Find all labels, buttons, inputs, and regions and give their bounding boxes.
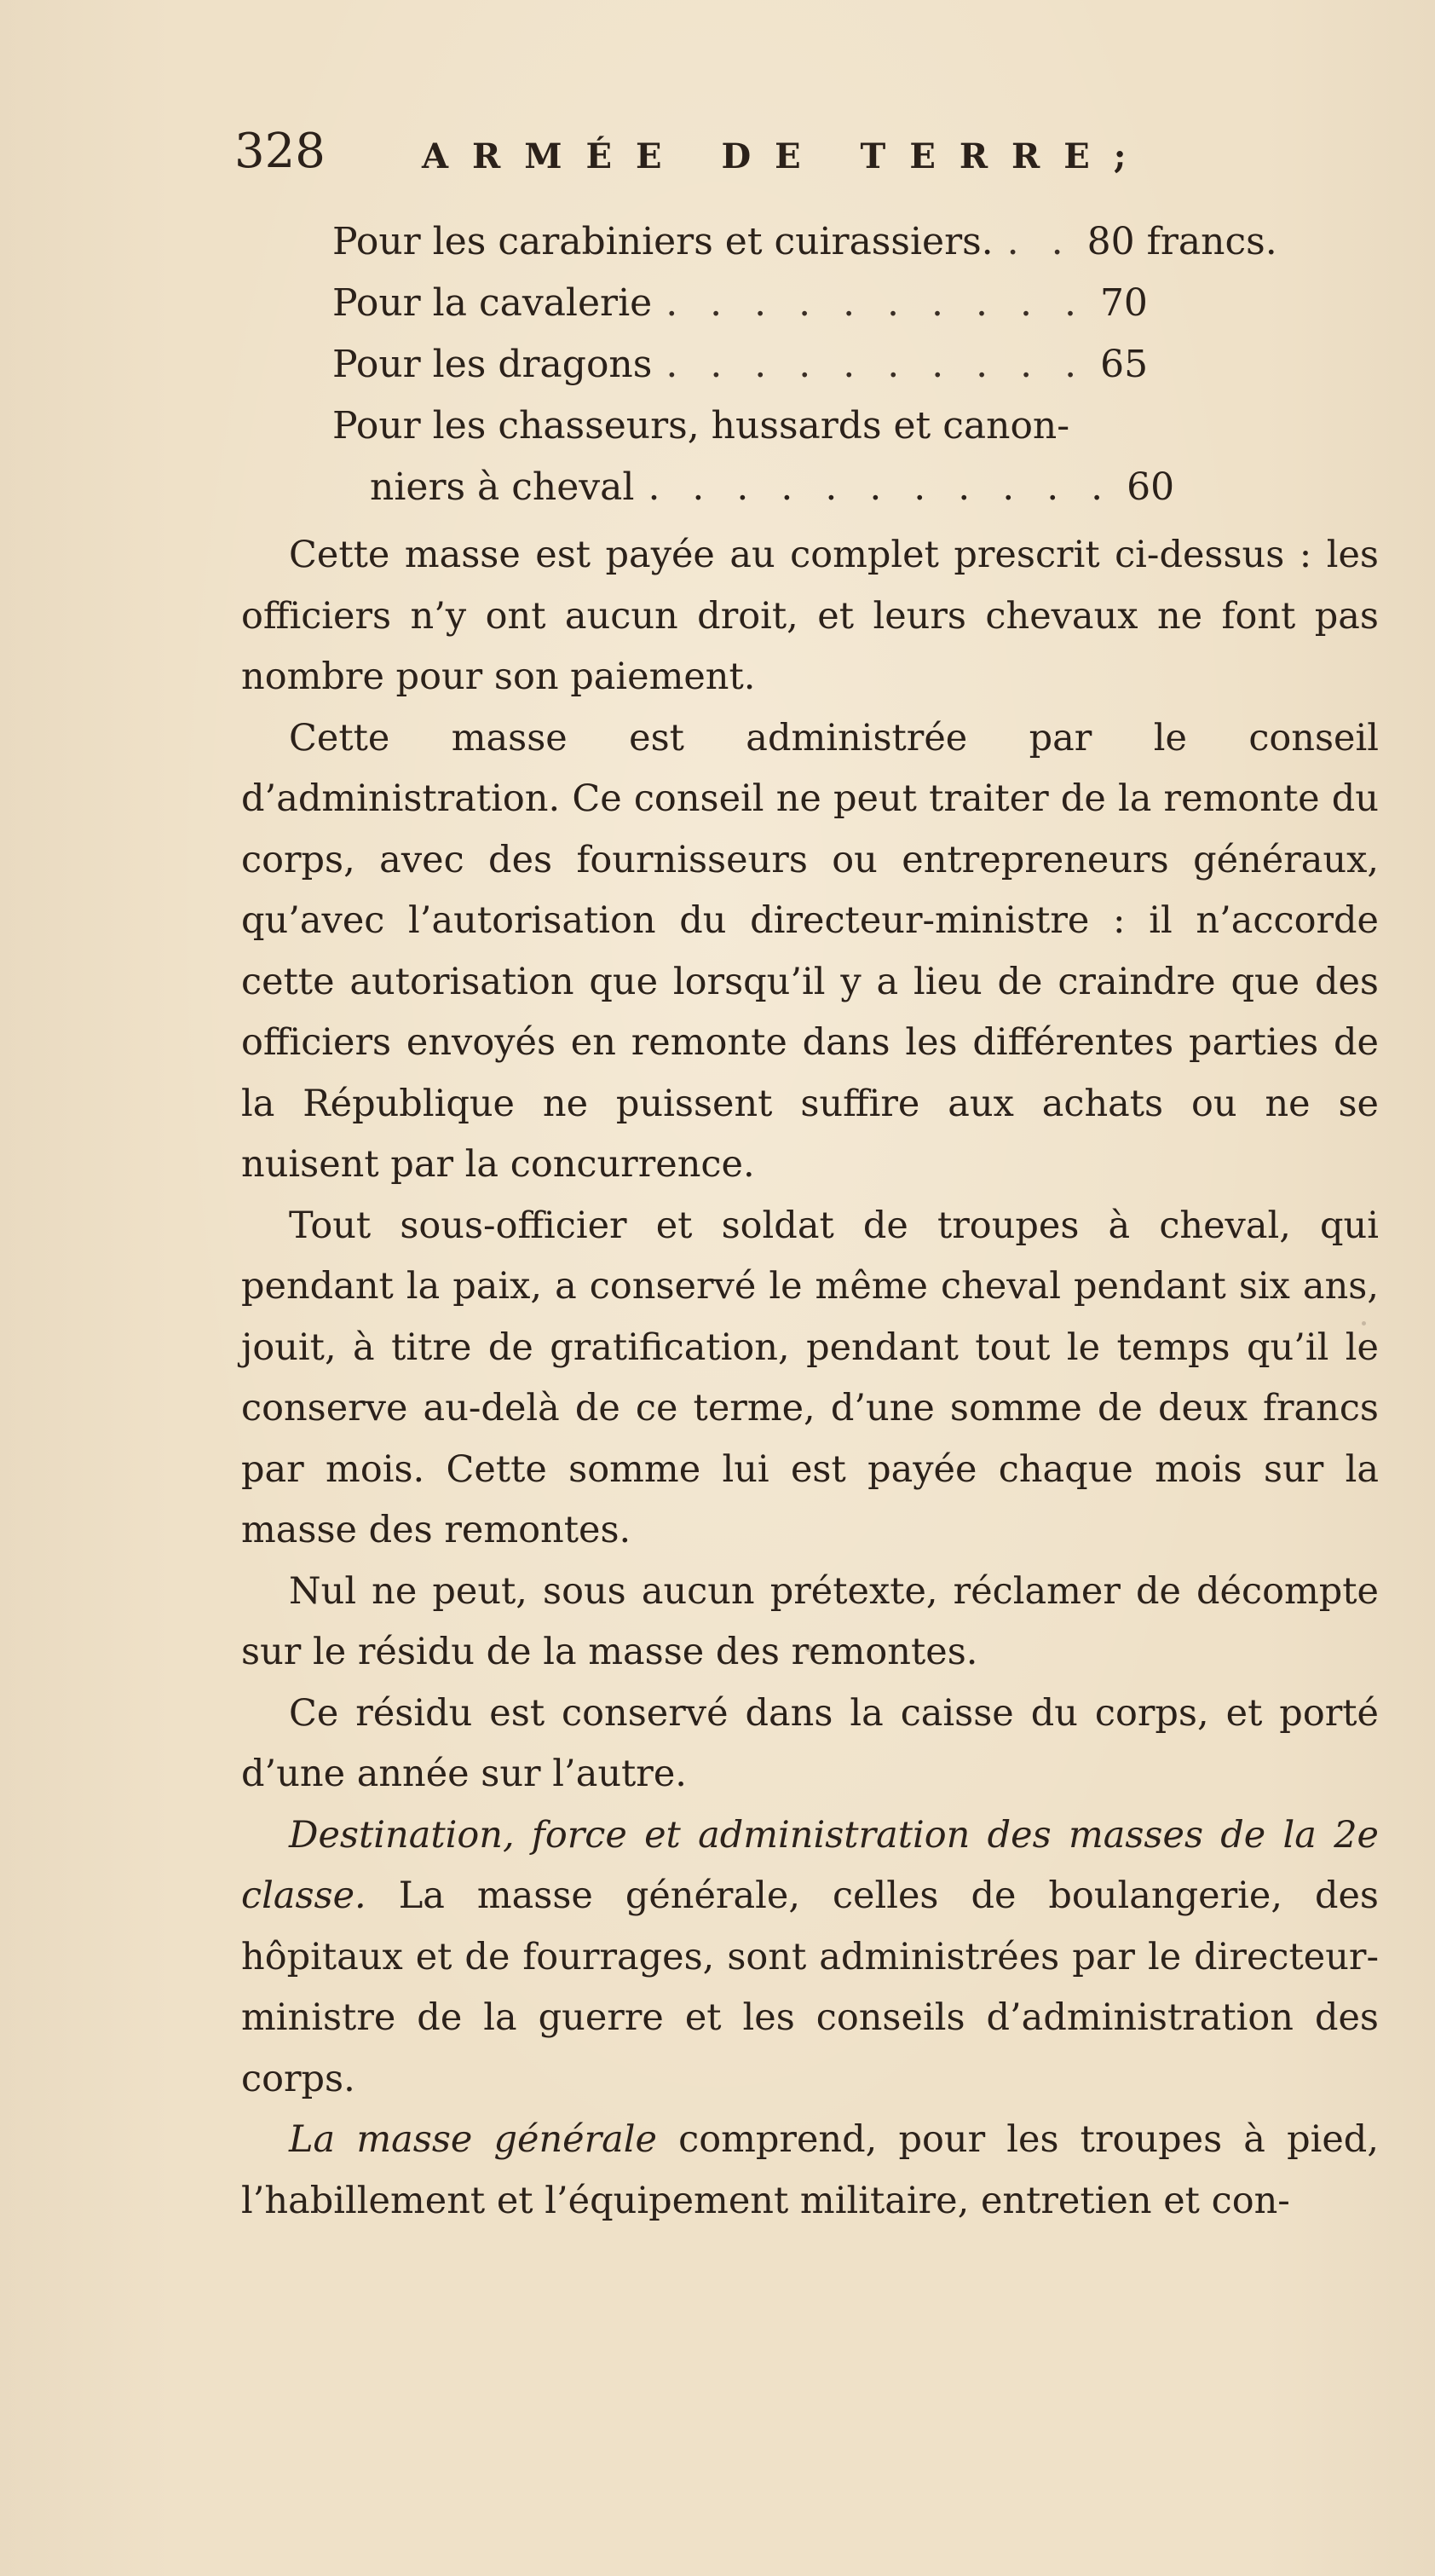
rate-label-continuation: niers à cheval [370,465,635,509]
paragraph-destination [241,1805,1379,2111]
paragraph-masse-generale [241,2110,1379,2232]
page-header [234,124,1214,196]
remount-rate-table [332,220,1277,527]
paper-speck [1362,1321,1366,1326]
paragraph-masse-generale-text: comprend, pour les troupes à pied, l’habillement et l’équipement militaire, entretien et con- [241,2118,1379,2222]
leader-dots: . . . . . . . . . . [666,281,1086,325]
rate-row-dragons [332,343,1219,404]
rate-row-carabiniers [332,220,1277,281]
rate-row-cavalerie [332,281,1219,343]
rate-row-chasseurs-line2 [332,465,1219,527]
rate-value: 65 [1100,343,1149,386]
paragraph-destination-text: La masse générale, celles de boulangerie, des hôpitaux et de fourrages, sont administrées par le directeur-ministre de la guerre et les conseils d’administration des corps. [241,1874,1379,2100]
paragraph-residu: Ce résidu est conservé dans la caisse du corps, et porté d’une année sur l’autre. [241,1691,1379,1795]
leader-dots: . . . . . . . . . . [666,343,1087,386]
rate-value: 60 [1127,465,1175,509]
paragraph-administration: Cette masse est administrée par le conseil d’administration. Ce conseil ne peut traiter de la remonte du corps, avec des fournisseurs ou entrepreneurs généraux, qu’avec l’autorisation du directeur-ministre : il n’accorde cette autorisation que lorsqu’il y a lieu de craindre que des officiers envoyés en remonte dans les différentes parties de la République ne puissent suffire aux achats ou ne se nuisent par la concurrence. [241,716,1379,1186]
leader-dots: . . . . . . . . . . . [648,465,1114,509]
paragraph-gratification: Tout sous-officier et soldat de troupes à cheval, qui pendant la paix, a conservé le même cheval pendant six ans, jouit, à titre de gratification, pendant tout le temps qu’il le conserve au-delà de ce terme, d’une somme de deux francs par mois. Cette somme lui est payée chaque mois sur la masse des remontes. [241,1204,1379,1551]
running-title: ARMÉE DE TERRE; [422,136,1150,176]
paper-speck [805,1645,812,1652]
rate-label: Pour les dragons [332,343,653,386]
rate-label: Pour les carabiniers et cuirassiers. [332,220,994,263]
rate-label: Pour la cavalerie [332,281,653,325]
rate-value: 70 [1099,281,1148,325]
paragraph-decompte: Nul ne peut, sous aucun prétexte, réclamer de décompte sur le résidu de la masse des remontes. [241,1569,1379,1673]
page-number: 328 [234,124,326,179]
rate-value: 80 francs. [1086,220,1277,263]
rate-label: Pour les chasseurs, hussards et canon- [332,404,1070,448]
paragraph-masse-payee: Cette masse est payée au complet prescrit ci-dessus : les officiers n’y ont aucun droit, et leurs chevaux ne font pas nombre pour son paiement. [241,534,1379,698]
body-text [241,525,1379,2232]
section-heading-masse-generale: La masse générale [289,2118,657,2161]
rate-row-chasseurs-line1 [332,404,1219,465]
rate-row-chasseurs-continuation [332,465,1219,509]
section-heading-destination: Destination, force et administration des masses de la 2e classe. [241,1813,1379,1917]
leader-dots: . . [1006,220,1074,263]
